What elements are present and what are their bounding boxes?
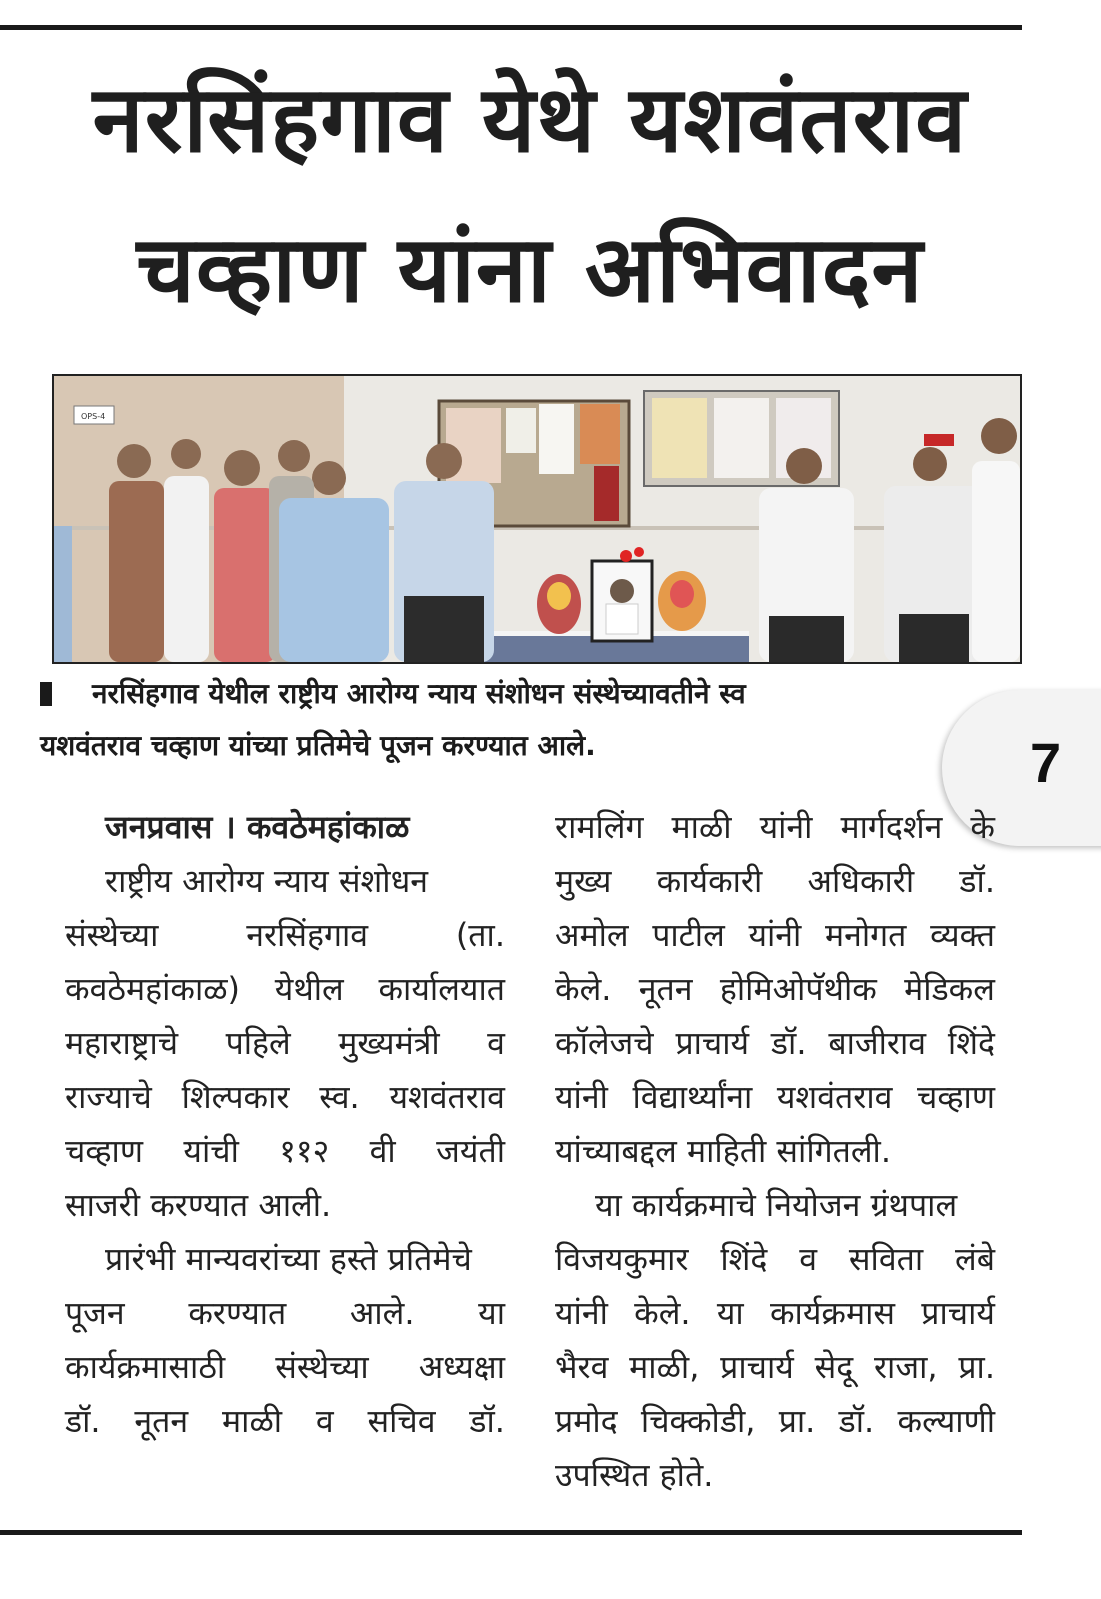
left-line: साजरी करण्यात आली. bbox=[65, 1186, 332, 1224]
right-line: अमोल पाटील यांनी मनोगत व्यक्त bbox=[555, 916, 995, 954]
left-line: राष्ट्रीय आरोग्य न्याय संशोधन bbox=[105, 862, 429, 900]
article-column-right bbox=[555, 800, 995, 1502]
right-line: प्रमोद चिक्कोडी, प्रा. डॉ. कल्याणी bbox=[555, 1402, 995, 1440]
left-line: पूजन करण्यात आले. या bbox=[65, 1294, 505, 1332]
room-sign: OPS-4 bbox=[81, 412, 106, 421]
right-line: भैरव माळी, प्राचार्य सेदू राजा, प्रा. bbox=[555, 1348, 995, 1386]
top-rule bbox=[0, 25, 1022, 30]
right-line: यांनी केले. या कार्यक्रमास प्राचार्य bbox=[555, 1294, 995, 1332]
right-line: यांनी विद्यार्थ्यांना यशवंतराव चव्हाण bbox=[555, 1078, 995, 1116]
right-line: रामलिंग माळी यांनी मार्गदर्शन के bbox=[555, 808, 995, 846]
left-line: डॉ. नूतन माळी व सचिव डॉ. bbox=[65, 1402, 505, 1440]
photo-caption bbox=[40, 668, 970, 772]
left-line: कार्यक्रमासाठी संस्थेच्या अध्यक्षा bbox=[65, 1348, 505, 1386]
right-line: मुख्य कार्यकारी अधिकारी डॉ. bbox=[555, 862, 995, 900]
caption-line-1: नरसिंहगाव येथील राष्ट्रीय आरोग्य न्याय संशोधन संस्थेच्यावतीने स्व bbox=[92, 677, 746, 710]
page-number: 7 bbox=[1030, 731, 1062, 794]
left-line: संस्थेच्या नरसिंहगाव (ता. bbox=[65, 916, 505, 954]
left-line: महाराष्ट्राचे पहिले मुख्यमंत्री व bbox=[65, 1024, 505, 1062]
right-line: केले. नूतन होमिओपॅथीक मेडिकल bbox=[555, 970, 995, 1008]
news-photo bbox=[52, 374, 1022, 664]
article-column-left bbox=[65, 800, 505, 1448]
left-line: प्रारंभी मान्यवरांच्या हस्ते प्रतिमेचे bbox=[105, 1240, 472, 1278]
caption-bullet bbox=[40, 682, 52, 706]
left-line: चव्हाण यांची ११२ वी जयंती bbox=[65, 1132, 505, 1170]
right-line: कॉलेजचे प्राचार्य डॉ. बाजीराव शिंदे bbox=[555, 1024, 995, 1062]
left-line: कवठेमहांकाळ) येथील कार्यालयात bbox=[65, 970, 505, 1008]
headline-line-1: नरसिंहगाव येथे यशवंतराव bbox=[92, 66, 968, 173]
right-line: यांच्याबद्दल माहिती सांगितली. bbox=[555, 1132, 892, 1170]
right-line: या कार्यक्रमाचे नियोजन ग्रंथपाल bbox=[595, 1186, 958, 1224]
right-line: विजयकुमार शिंदे व सविता लंबे bbox=[555, 1240, 995, 1278]
dateline: जनप्रवास । कवठेमहांकाळ bbox=[105, 808, 410, 846]
group-photo-illustration bbox=[54, 376, 1020, 662]
headline bbox=[30, 45, 1030, 345]
left-line: राज्याचे शिल्पकार स्व. यशवंतराव bbox=[65, 1078, 505, 1116]
caption-line-2: यशवंतराव चव्हाण यांच्या प्रतिमेचे पूजन करण्यात आले. bbox=[40, 729, 596, 762]
bottom-rule bbox=[0, 1530, 1022, 1535]
headline-line-2: चव्हाण यांना अभिवादन bbox=[136, 216, 924, 323]
right-line: उपस्थित होते. bbox=[555, 1456, 714, 1494]
